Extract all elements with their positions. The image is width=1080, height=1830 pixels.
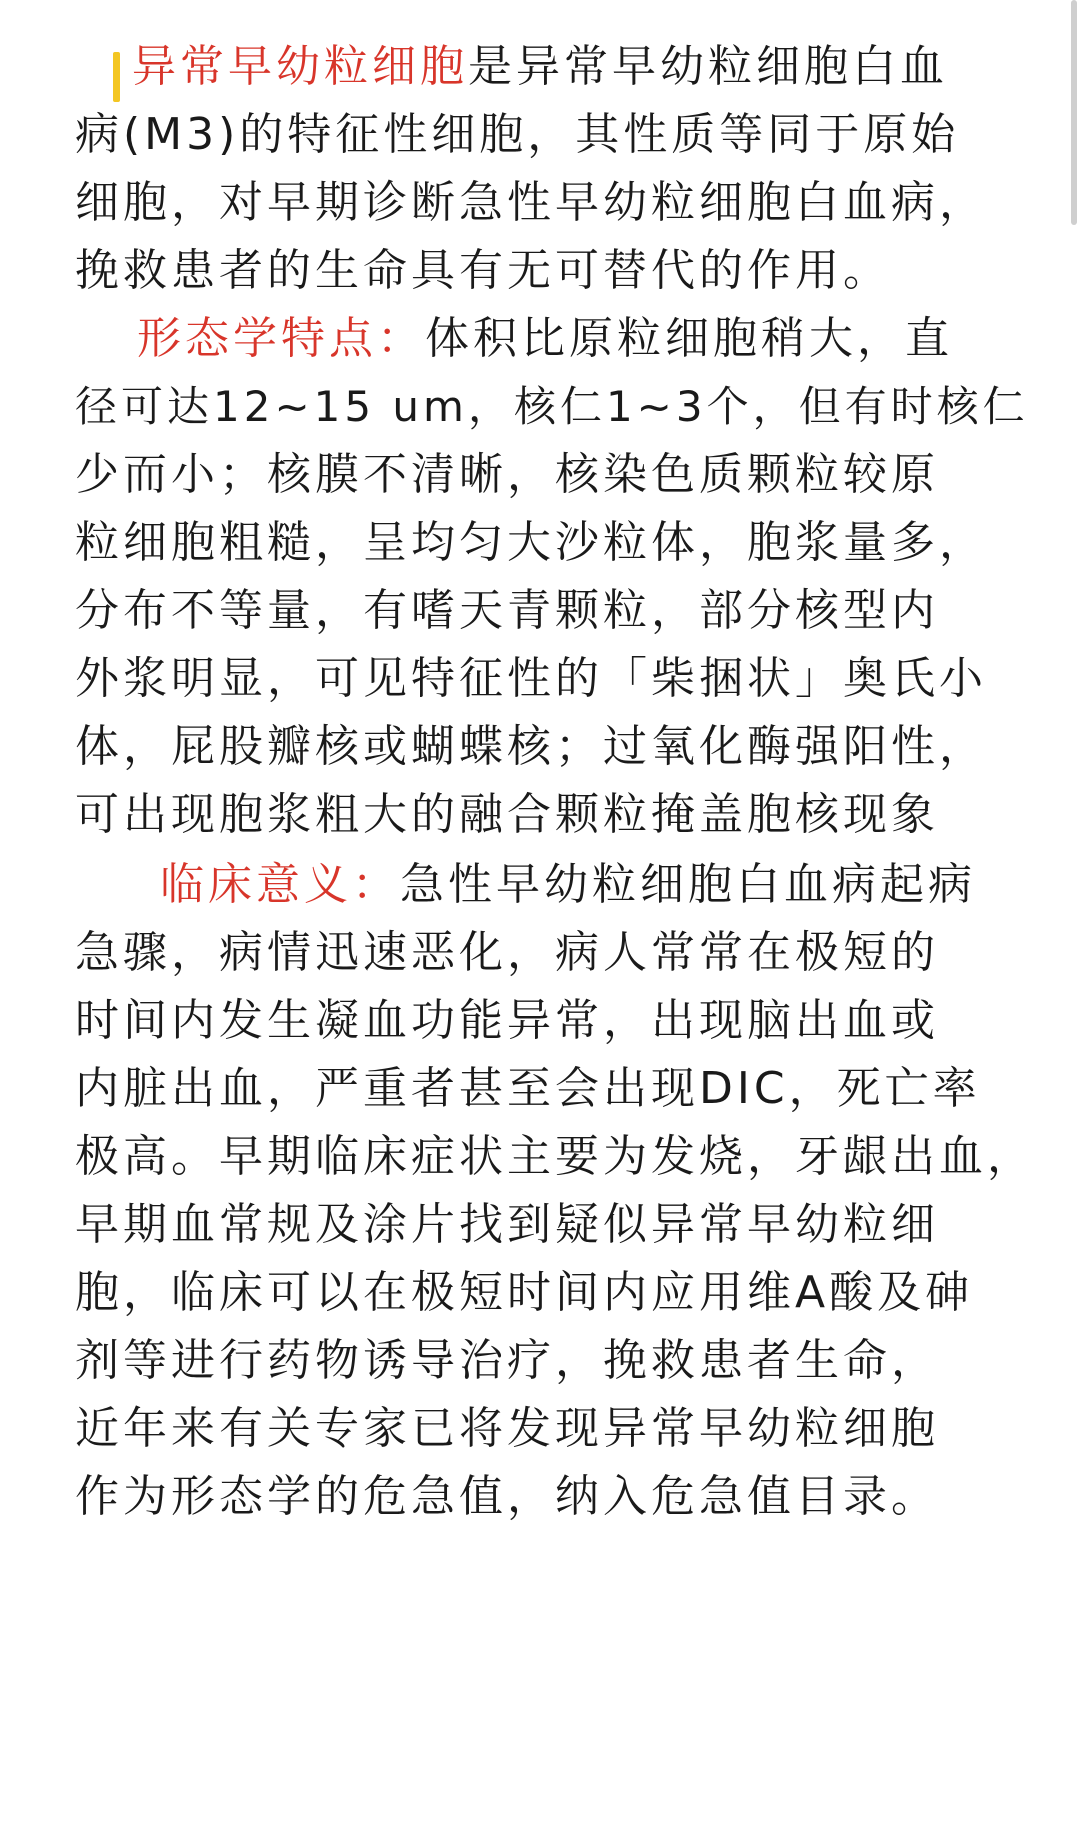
text-line: 作为形态学的危急值，纳入危急值目录。 <box>75 1471 939 1522</box>
text-line: 挽救患者的生命具有无可替代的作用。 <box>75 245 891 296</box>
text-line: 时间内发生凝血功能异常，出现脑出血或 <box>75 995 939 1046</box>
text-line: 分布不等量，有嗜天青颗粒，部分核型内 <box>75 585 939 636</box>
text-line: 近年来有关专家已将发现异常早幼粒细胞 <box>75 1403 939 1454</box>
text-line: 径可达12~15 um，核仁1~3个，但有时核仁 <box>75 382 1029 431</box>
text-line: 外浆明显，可见特征性的「柴捆状」奥氏小 <box>75 653 987 704</box>
text-line <box>160 855 976 915</box>
text-segment: 是异常早幼粒细胞白血 <box>468 41 948 92</box>
text-line: 极高。早期临床症状主要为发烧，牙龈出血， <box>75 1131 1035 1182</box>
text-line: 早期血常规及涂片找到疑似异常早幼粒细 <box>75 1199 939 1250</box>
text-line: 胞，临床可以在极短时间内应用维A酸及砷 <box>75 1267 974 1318</box>
text-line: 可出现胞浆粗大的融合颗粒掩盖胞核现象 <box>75 789 939 840</box>
text-line: 急骤，病情迅速恶化，病人常常在极短的 <box>75 927 939 978</box>
section-heading-clinical: 临床意义： <box>160 859 400 910</box>
section-heading-morphology: 形态学特点： <box>137 313 425 364</box>
text-line: 细胞，对早期诊断急性早幼粒细胞白血病， <box>75 177 987 228</box>
text-line: 粒细胞粗糙，呈均匀大沙粒体，胞浆量多， <box>75 517 987 568</box>
text-segment: 体积比原粒细胞稍大，直 <box>425 313 953 364</box>
term-highlight: 异常早幼粒细胞 <box>132 41 468 92</box>
text-line <box>137 309 953 369</box>
text-line: 病(M3)的特征性细胞，其性质等同于原始 <box>75 109 960 160</box>
text-line: 体，屁股瓣核或蝴蝶核；过氧化酶强阳性， <box>75 721 987 772</box>
text-segment: 急性早幼粒细胞白血病起病 <box>400 859 976 910</box>
text-line: 内脏出血，严重者甚至会出现DIC，死亡率 <box>75 1063 981 1114</box>
text-line: 少而小；核膜不清晰，核染色质颗粒较原 <box>75 449 939 500</box>
scrollbar[interactable] <box>1071 0 1077 225</box>
text-line: 剂等进行药物诱导治疗，挽救患者生命， <box>75 1335 939 1386</box>
text-line <box>132 37 948 97</box>
highlight-bar <box>113 52 120 102</box>
